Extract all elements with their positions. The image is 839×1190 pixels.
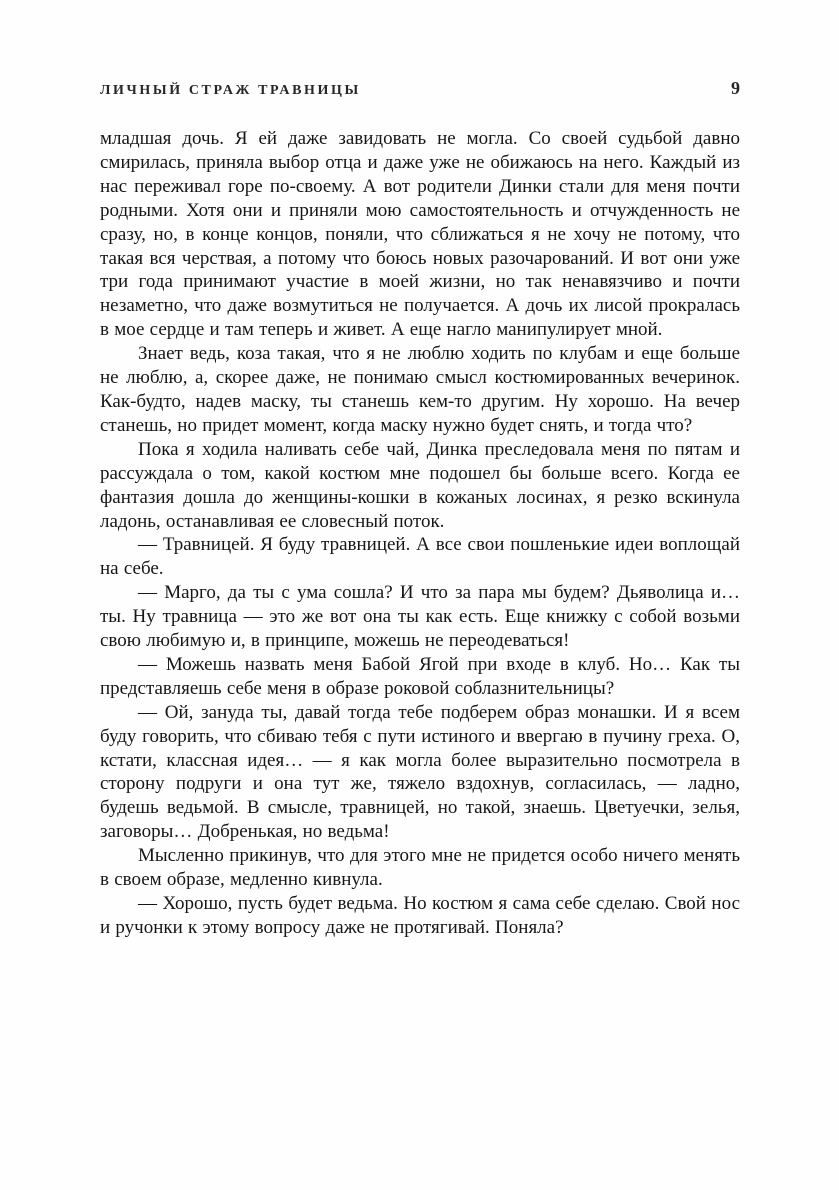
page-header (100, 78, 740, 99)
paragraph-dialogue: — Можешь назвать меня Бабой Ягой при входе в клуб. Но… Как ты представляешь себе меня в образе роковой соблазнительницы? (100, 653, 740, 699)
running-title: ЛИЧНЫЙ СТРАЖ ТРАВНИЦЫ (100, 83, 361, 98)
paragraph-dialogue: — Марго, да ты с ума сошла? И что за пара мы будем? Дьяволица и… ты. Ну травница — это же вот она ты как есть. Еще книжку с собой возьми свою любимую и, в принципе, можешь не переодеваться! (100, 582, 740, 652)
paragraph: Пока я ходила наливать себе чай, Динка преследовала меня по пятам и рассуждала о том, какой костюм мне подошел бы больше всего. Когда ее фантазия дошла до женщины-кошки в кожаных лосинах, я резко вскинула ладонь, останавливая ее словесный поток. (100, 438, 740, 532)
paragraph: Знает ведь, коза такая, что я не люблю ходить по клубам и еще больше не люблю, а, скорее даже, не понимаю смысл костюмированных вечеринок. Как-будто, надев маску, ты станешь кем-то другим. Ну хорошо. На вечер станешь, но придет момент, когда маску нужно будет снять, и тогда что? (100, 343, 740, 436)
paragraph-dialogue: — Ой, зануда ты, давай тогда тебе подберем образ монашки. И я всем буду говорить, что сбиваю тебя с пути истиного и ввергаю в пучину греха. О, кстати, классная идея… — я как могла более выразительно посмотрела в сторону подруги и она тут же, тяжело вздохнув, согласилась, — ладно, будешь ведьмой. В смысле, травницей, но такой, знаешь. Цветуечки, зелья, заговоры… Добренькая, но ведьма! (100, 701, 740, 843)
body-text (100, 127, 740, 940)
paragraph: младшая дочь. Я ей даже завидовать не могла. Со своей судьбой давно смирилась, приняла выбор отца и даже уже не обижаюсь на него. Каждый из нас переживал горе по-своему. А вот родители Динки стали для меня почти родными. Хотя они и приняли мою самостоятельность и отчужденность не сразу, но, в конце концов, поняли, что сближаться я не хочу не потому, что такая вся черствая, а потому что боюсь новых разочарований. И вот они уже три года принимают участие в моей жизни, но так ненавязчиво и почти незаметно, что даже возмутиться не получается. А дочь их лисой прокралась в мое сердце и там теперь и живет. А еще нагло манипулирует мной. (100, 128, 740, 341)
paragraph: Мысленно прикинув, что для этого мне не придется особо ничего менять в своем образе, медленно кивнула. (100, 845, 740, 891)
paragraph-dialogue: — Травницей. Я буду травницей. А все свои пошленькие идеи воплощай на себе. (100, 534, 740, 580)
paragraph-dialogue: — Хорошо, пусть будет ведьма. Но костюм я сама себе сделаю. Свой нос и ручонки к этому вопросу даже не протягивай. Поняла? (100, 893, 740, 938)
page-number: 9 (731, 78, 740, 98)
